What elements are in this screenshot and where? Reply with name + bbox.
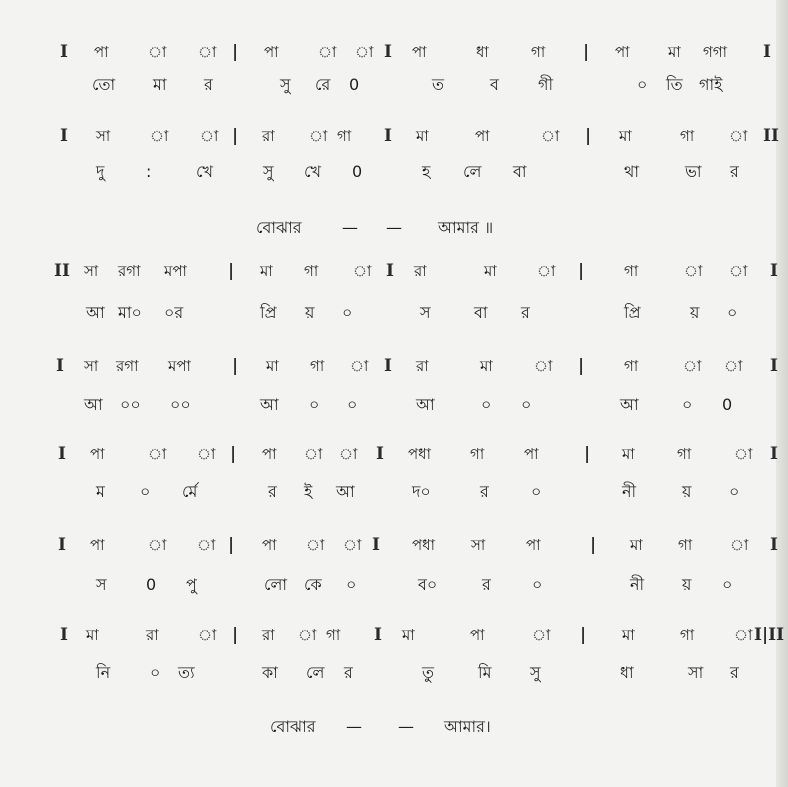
- swara-note: রা: [262, 626, 275, 644]
- bar-mark: I: [770, 356, 778, 376]
- lyric-syllable: য়: [690, 303, 700, 322]
- lyric-syllable: ০: [531, 482, 542, 501]
- swara-line-2: [0, 121, 788, 151]
- swara-note: া: [148, 43, 167, 61]
- lyric-syllable: সু: [263, 162, 274, 181]
- swara-note: মা: [484, 262, 497, 280]
- swara-note: গা: [304, 262, 319, 280]
- lyric-syllable: ০: [342, 303, 353, 322]
- swara-note: া: [734, 626, 753, 644]
- refrain-word: বোঝার: [256, 218, 302, 237]
- lyric-syllable: থা: [624, 162, 640, 181]
- bar-mark: I|II: [754, 625, 785, 645]
- swara-note: মপা: [164, 262, 187, 280]
- bar-mark: I: [770, 261, 778, 281]
- swara-note: া: [306, 536, 325, 554]
- swara-note: মা: [86, 626, 99, 644]
- lyric-syllable: ০০: [170, 395, 191, 414]
- lyric-syllable: তি: [666, 75, 683, 94]
- lyric-line-2: [0, 157, 788, 187]
- bar-mark: II: [54, 261, 70, 281]
- swara-note: া: [318, 43, 337, 61]
- lyric-syllable: ০: [309, 395, 320, 414]
- swara-note: মা: [622, 445, 635, 463]
- swara-note: সা: [84, 357, 99, 375]
- swara-note: পা: [524, 445, 539, 463]
- bar-mark: I: [58, 444, 66, 464]
- swara-note: গা: [624, 357, 639, 375]
- bar-mark: I: [384, 126, 392, 146]
- swara-note: া: [541, 127, 560, 145]
- lyric-syllable: স: [420, 303, 431, 322]
- swara-note: মা: [402, 626, 415, 644]
- lyric-syllable: ০: [682, 395, 693, 414]
- refrain-dash: —: [398, 717, 414, 736]
- swara-note: গগা: [703, 43, 728, 61]
- lyric-syllable: :: [146, 162, 152, 181]
- swara-line-5: [0, 439, 788, 469]
- swara-note: া: [200, 127, 219, 145]
- swara-note: সা: [84, 262, 99, 280]
- swara-note: রগা: [118, 262, 141, 280]
- swara-note: সা: [471, 536, 486, 554]
- bar-mark: I: [60, 42, 68, 62]
- bar-mark: |: [584, 444, 591, 464]
- swara-note: পা: [90, 536, 105, 554]
- refrain-dash: —: [346, 717, 362, 736]
- lyric-syllable: ধা: [620, 663, 634, 682]
- lyric-syllable: ০র: [164, 303, 184, 322]
- bar-mark: |: [230, 444, 237, 464]
- lyric-syllable: য়: [305, 303, 315, 322]
- swara-note: া: [148, 445, 167, 463]
- lyric-syllable: আ: [260, 395, 279, 414]
- swara-note: া: [355, 43, 374, 61]
- bar-mark: |: [232, 42, 239, 62]
- swara-note: া: [343, 536, 362, 554]
- lyric-syllable: ব০: [418, 575, 438, 594]
- swara-note: মা: [480, 357, 493, 375]
- lyric-syllable: ব: [490, 75, 499, 94]
- lyric-line-5: [0, 477, 788, 507]
- swara-note: মা: [260, 262, 273, 280]
- lyric-syllable: র: [344, 663, 353, 682]
- swara-note: মপা: [168, 357, 191, 375]
- refrain-line-1: [0, 213, 788, 243]
- swara-note: ধা: [476, 43, 489, 61]
- lyric-syllable: মি: [478, 663, 492, 682]
- lyric-syllable: র: [204, 75, 213, 94]
- swara-note: া: [684, 262, 703, 280]
- lyric-syllable: ভা: [685, 162, 702, 181]
- bar-mark: |: [578, 356, 585, 376]
- lyric-syllable: ০: [637, 75, 648, 94]
- bar-mark: |: [232, 625, 239, 645]
- lyric-syllable: আ: [620, 395, 639, 414]
- swara-note: গা: [310, 357, 325, 375]
- lyric-syllable: ০: [347, 395, 358, 414]
- swara-note: া: [729, 127, 748, 145]
- bar-mark: I: [56, 356, 64, 376]
- lyric-syllable: র: [521, 303, 530, 322]
- bar-mark: |: [590, 535, 597, 555]
- lyric-syllable: লো: [264, 575, 288, 594]
- lyric-syllable: খে: [304, 162, 321, 181]
- swara-note: পা: [94, 43, 109, 61]
- lyric-syllable: ত্য: [178, 663, 195, 682]
- swara-line-6: [0, 530, 788, 560]
- swara-note: মা: [630, 536, 643, 554]
- swara-note: া: [197, 536, 216, 554]
- bar-mark: I: [386, 261, 394, 281]
- swara-note: পা: [475, 127, 490, 145]
- swara-note: সা: [96, 127, 111, 145]
- lyric-syllable: তো: [92, 75, 116, 94]
- lyric-syllable: র: [480, 482, 489, 501]
- refrain-word: আমার ॥: [438, 218, 494, 237]
- swara-note: া: [729, 262, 748, 280]
- lyric-syllable: ০: [150, 663, 161, 682]
- bar-mark: I: [770, 535, 778, 555]
- swara-note: া: [534, 357, 553, 375]
- lyric-syllable: ০: [727, 303, 738, 322]
- swara-note: া: [304, 445, 323, 463]
- lyric-syllable: ০: [532, 575, 543, 594]
- swara-note: া: [298, 626, 317, 644]
- lyric-syllable: ০: [481, 395, 492, 414]
- swara-note: গা: [680, 626, 695, 644]
- lyric-syllable: হ: [422, 162, 431, 181]
- swara-note: মা: [622, 626, 635, 644]
- lyric-syllable: পু: [186, 575, 197, 594]
- swara-note: পা: [470, 626, 485, 644]
- lyric-syllable: রে: [315, 75, 331, 94]
- swara-note: রা: [262, 127, 275, 145]
- swara-note: া: [150, 127, 169, 145]
- lyric-syllable: দ০: [412, 482, 431, 501]
- lyric-syllable: স: [96, 575, 107, 594]
- bar-mark: I: [58, 535, 66, 555]
- bar-mark: I: [384, 356, 392, 376]
- lyric-syllable: লে: [306, 663, 325, 682]
- lyric-syllable: য়: [682, 575, 692, 594]
- swara-note: গা: [624, 262, 639, 280]
- lyric-line-6: [0, 570, 788, 600]
- bar-mark: |: [585, 126, 592, 146]
- lyric-syllable: তু: [422, 663, 435, 682]
- swara-note: রা: [414, 262, 427, 280]
- swara-note: পধা: [412, 536, 435, 554]
- lyric-syllable: ০: [346, 575, 357, 594]
- lyric-syllable: র্মে: [182, 482, 198, 501]
- bar-mark: I: [770, 444, 778, 464]
- swara-note: গা: [680, 127, 695, 145]
- lyric-syllable: নী: [630, 575, 645, 594]
- lyric-syllable: 0: [146, 575, 157, 594]
- lyric-syllable: ০: [521, 395, 532, 414]
- bar-mark: I: [763, 42, 771, 62]
- lyric-syllable: 0: [349, 75, 360, 94]
- swara-note: গা: [678, 536, 693, 554]
- lyric-syllable: বা: [474, 303, 488, 322]
- refrain-dash: —: [342, 218, 358, 237]
- bar-mark: II: [763, 126, 779, 146]
- bar-mark: |: [232, 126, 239, 146]
- lyric-syllable: প্রি: [260, 303, 277, 322]
- lyric-syllable: য়: [682, 482, 692, 501]
- lyric-line-4: [0, 390, 788, 420]
- swara-note: া: [198, 626, 217, 644]
- swara-note: া: [730, 536, 749, 554]
- refrain-line-2: [0, 712, 788, 742]
- lyric-syllable: র: [730, 162, 739, 181]
- lyric-syllable: লে: [463, 162, 482, 181]
- lyric-syllable: মা০: [118, 303, 142, 322]
- lyric-syllable: গাই: [699, 75, 723, 94]
- lyric-syllable: ত: [432, 75, 445, 94]
- swara-note: রগা: [116, 357, 139, 375]
- lyric-syllable: নী: [622, 482, 637, 501]
- refrain-dash: —: [386, 218, 402, 237]
- lyric-syllable: খে: [196, 162, 213, 181]
- lyric-line-3: [0, 298, 788, 328]
- swara-note: পধা: [408, 445, 431, 463]
- swara-note: পা: [262, 445, 277, 463]
- bar-mark: |: [580, 625, 587, 645]
- lyric-syllable: প্রি: [624, 303, 641, 322]
- bar-mark: |: [228, 261, 235, 281]
- lyric-syllable: গী: [538, 75, 554, 94]
- lyric-line-7: [0, 658, 788, 688]
- lyric-syllable: কা: [262, 663, 278, 682]
- swara-note: া: [532, 626, 551, 644]
- swara-note: া: [197, 445, 216, 463]
- swara-line-1: [0, 37, 788, 67]
- lyric-syllable: দু: [96, 162, 105, 181]
- lyric-syllable: 0: [722, 395, 733, 414]
- lyric-syllable: মা: [153, 75, 167, 94]
- swara-note: পা: [526, 536, 541, 554]
- swara-note: গা: [337, 127, 352, 145]
- lyric-syllable: র: [482, 575, 491, 594]
- swara-note: রা: [146, 626, 159, 644]
- swara-note: পা: [412, 43, 427, 61]
- lyric-line-1: [0, 70, 788, 100]
- lyric-syllable: র: [268, 482, 277, 501]
- swara-note: া: [537, 262, 556, 280]
- lyric-syllable: আ: [86, 303, 105, 322]
- swara-note: া: [198, 43, 217, 61]
- lyric-syllable: ০: [729, 482, 740, 501]
- swara-note: গা: [677, 445, 692, 463]
- swara-note: া: [734, 445, 753, 463]
- lyric-syllable: বা: [513, 162, 527, 181]
- swara-note: রা: [416, 357, 429, 375]
- swara-note: মা: [266, 357, 279, 375]
- bar-mark: I: [376, 444, 384, 464]
- bar-mark: I: [60, 126, 68, 146]
- lyric-syllable: আ: [416, 395, 435, 414]
- bar-mark: I: [372, 535, 380, 555]
- swara-note: গা: [326, 626, 341, 644]
- swara-note: পা: [615, 43, 630, 61]
- swara-note: া: [339, 445, 358, 463]
- swara-note: া: [353, 262, 372, 280]
- refrain-word: বোঝার: [270, 717, 316, 736]
- swara-note: মা: [668, 43, 681, 61]
- swara-note: া: [350, 357, 369, 375]
- refrain-word: আমার।: [444, 717, 491, 736]
- lyric-syllable: ০: [140, 482, 151, 501]
- lyric-syllable: কে: [304, 575, 322, 594]
- bar-mark: I: [374, 625, 382, 645]
- lyric-syllable: সু: [530, 663, 541, 682]
- swara-note: া: [148, 536, 167, 554]
- lyric-syllable: আ: [336, 482, 355, 501]
- swara-note: া: [309, 127, 328, 145]
- bar-mark: |: [232, 356, 239, 376]
- swara-note: পা: [262, 536, 277, 554]
- swara-note: পা: [264, 43, 279, 61]
- swara-note: গা: [470, 445, 485, 463]
- swara-line-3: [0, 256, 788, 286]
- swara-note: া: [724, 357, 743, 375]
- lyric-syllable: ই: [304, 482, 313, 501]
- bar-mark: I: [60, 625, 68, 645]
- lyric-syllable: সু: [280, 75, 291, 94]
- swara-note: া: [683, 357, 702, 375]
- lyric-syllable: 0: [352, 162, 363, 181]
- lyric-syllable: নি: [96, 663, 111, 682]
- swara-note: পা: [90, 445, 105, 463]
- lyric-syllable: সা: [688, 663, 704, 682]
- bar-mark: |: [578, 261, 585, 281]
- swara-note: মা: [619, 127, 632, 145]
- lyric-syllable: আ: [84, 395, 103, 414]
- bar-mark: |: [583, 42, 590, 62]
- swara-line-4: [0, 351, 788, 381]
- bar-mark: |: [228, 535, 235, 555]
- lyric-syllable: ম: [96, 482, 105, 501]
- swara-note: গা: [531, 43, 546, 61]
- swara-line-7: [0, 620, 788, 650]
- lyric-syllable: ০০: [120, 395, 141, 414]
- lyric-syllable: ০: [722, 575, 733, 594]
- bar-mark: I: [384, 42, 392, 62]
- swara-note: মা: [416, 127, 429, 145]
- lyric-syllable: র: [730, 663, 739, 682]
